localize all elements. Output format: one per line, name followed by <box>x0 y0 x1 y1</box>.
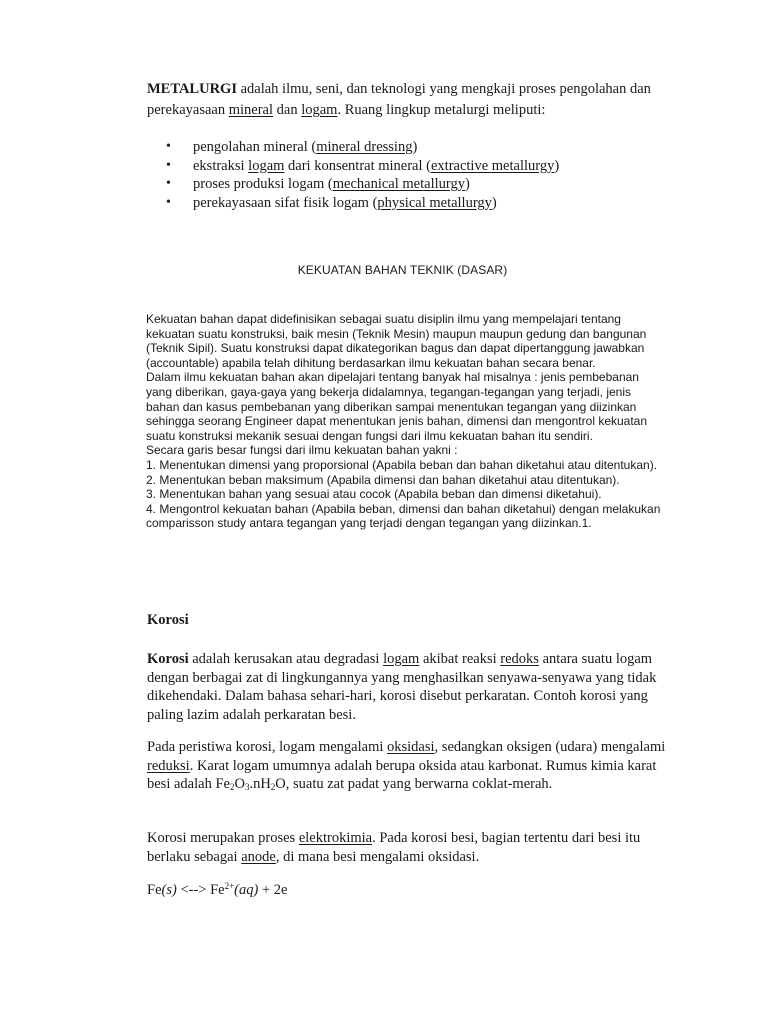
state-aqueous: (aq) <box>234 882 259 898</box>
redoks-link[interactable]: redoks <box>500 651 539 667</box>
list-text: proses produksi logam ( <box>193 176 333 192</box>
subscript: 2 <box>270 782 276 792</box>
scope-list <box>146 138 666 212</box>
paragraph-text: O, suatu zat padat yang berwarna coklat-merah. <box>275 776 553 792</box>
logam-link[interactable]: logam <box>301 102 338 118</box>
list-text: ) <box>554 157 560 174</box>
list-text: ) <box>491 194 497 211</box>
mineral-dressing-link[interactable]: mineral dressing <box>316 139 413 155</box>
korosi-paragraph-3 <box>147 829 667 866</box>
oksidasi-link[interactable]: oksidasi <box>387 739 435 755</box>
mineral-link[interactable]: mineral <box>228 102 274 118</box>
oxidation-equation <box>147 881 667 900</box>
extractive-metallurgy-link[interactable]: extractive metallurgy <box>430 157 555 174</box>
strength-heading: KEKUATAN BAHAN TEKNIK (DASAR) <box>297 263 508 277</box>
paragraph-text: antara suatu logam dengan berbagai zat di lingkungannya yang menghasilkan senyawa-senyawa yang tidak dikehendaki. Dalam bahasa sehari-hari, korosi disebut perkaratan. Contoh korosi yang paling lazim adalah perkaratan besi. <box>147 651 657 723</box>
strength-list-item: 3. Menentukan bahan yang sesuai atau cocok (Apabila beban dan dimensi diketahui). <box>146 487 602 502</box>
metalurgi-term: METALURGI <box>147 81 237 97</box>
charge-superscript: 2+ <box>224 881 235 891</box>
list-text: perekayasaan sifat fisik logam ( <box>193 194 378 211</box>
list-item <box>146 194 666 213</box>
strength-paragraph: Dalam ilmu kekuatan bahan akan dipelajari tentang banyak hal misalnya : jenis pembebanan yang diberikan, gaya-gaya yang bekerja didalamnya, tegangan-tegangan yang terjadi, jenis bahan dan kasus pembebanan yang diberikan sampai menentukan tegangan yang diizinkan sehingga seorang Engineer dapat menentukan jenis bahan, dimensi dan mengontrol kekuatan suatu konstruksi mekanik sesuai dengan fungsi dari ilmu kekuatan bahan itu sendiri. <box>146 370 648 443</box>
intro-text: . Ruang lingkup metalurgi meliputi: <box>337 102 546 118</box>
korosi-paragraph-2 <box>147 738 667 794</box>
paragraph-text: .nH <box>249 776 271 792</box>
list-item <box>146 175 666 194</box>
elektrokimia-link[interactable]: elektrokimia <box>298 830 373 846</box>
paragraph-text: akibat reaksi <box>419 651 501 667</box>
list-text: dari konsentrat mineral ( <box>284 157 431 174</box>
strength-list-item: 1. Menentukan dimensi yang proporsional (Apabila beban dan bahan diketahui atau ditentukan). <box>146 457 658 472</box>
equation-text: + 2e <box>258 882 288 898</box>
list-text: ) <box>412 139 418 155</box>
paragraph-text: , sedangkan oksigen (udara) mengalami <box>434 739 666 755</box>
korosi-heading: Korosi <box>147 612 189 628</box>
subscript: 2 <box>229 782 235 792</box>
anode-link[interactable]: anode <box>241 848 276 865</box>
intro-text: adalah ilmu, seni, dan teknologi yang mengkaji proses pengolahan dan perekayasaan <box>147 81 651 118</box>
paragraph-text: adalah kerusakan atau degradasi <box>188 651 384 667</box>
mechanical-metallurgy-link[interactable]: mechanical metallurgy <box>332 176 465 192</box>
korosi-paragraph-1 <box>147 650 667 724</box>
paragraph-text: . Karat logam umumnya adalah berupa oksida atau karbonat. Rumus kimia karat besi adalah Fe <box>147 757 657 792</box>
subscript: 3 <box>244 782 250 792</box>
strength-list-item: 2. Menentukan beban maksimum (Apabila dimensi dan bahan diketahui atau ditentukan). <box>146 472 620 487</box>
paragraph-text: Korosi merupakan proses <box>147 830 299 846</box>
strength-list-item: 4. Mengontrol kekuatan bahan (Apabila beban, dimensi dan bahan diketahui) dengan melakukan comparisson study antara tegangan yang terjadi dengan tegangan yang diizinkan.1. <box>146 501 661 531</box>
korosi-term: Korosi <box>147 651 189 667</box>
list-item <box>146 138 666 157</box>
list-text: ) <box>464 176 470 192</box>
physical-metallurgy-link[interactable]: physical metallurgy <box>377 194 492 211</box>
paragraph-text: O <box>234 776 245 792</box>
strength-paragraph: Kekuatan bahan dapat didefinisikan sebagai suatu disiplin ilmu yang mempelajari tentang kekuatan suatu konstruksi, baik mesin (Teknik Mesin) maupun maupun gedung dan bangunan (Teknik Sipil). Suatu konstruksi dapat dikategorikan bagus dan dapat dipertanggung jawabkan (accountable) apabila telah dihitung berdasarkan ilmu kekuatan bahan secara benar. <box>146 312 647 370</box>
intro-text: dan <box>273 102 302 118</box>
strength-paragraph: Secara garis besar fungsi dari ilmu kekuatan bahan yakni : <box>146 443 458 458</box>
logam-link[interactable]: logam <box>383 651 420 667</box>
list-item <box>146 157 666 176</box>
strength-body <box>146 312 666 531</box>
paragraph-text: , di mana besi mengalami oksidasi. <box>275 848 480 865</box>
logam-link[interactable]: logam <box>248 157 285 174</box>
equation-text: Fe <box>147 882 162 898</box>
paragraph-text: . Pada korosi besi, bagian tertentu dari besi itu berlaku sebagai <box>147 830 641 865</box>
list-text: pengolahan mineral ( <box>193 139 317 155</box>
intro-paragraph <box>147 79 667 121</box>
state-solid: (s) <box>161 882 177 898</box>
paragraph-text: Pada peristiwa korosi, logam mengalami <box>147 739 388 755</box>
reduksi-link[interactable]: reduksi <box>147 757 190 774</box>
list-text: ekstraksi <box>193 157 249 174</box>
equation-text: <--> Fe <box>176 882 225 898</box>
